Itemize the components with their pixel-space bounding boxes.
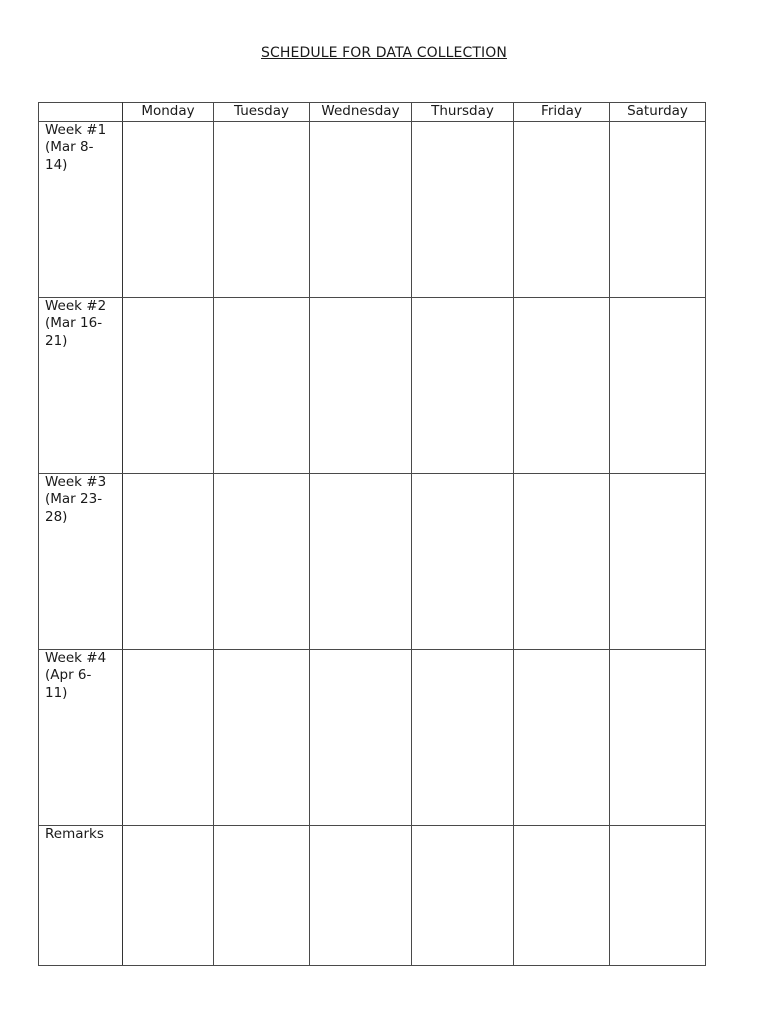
row-label-line: Week #2 — [45, 297, 107, 314]
row-label-line: 21) — [45, 332, 68, 349]
column-header-wednesday: Wednesday — [310, 103, 412, 122]
cell-week-3-saturday[interactable] — [610, 473, 706, 649]
document-title: SCHEDULE FOR DATA COLLECTION — [261, 45, 507, 61]
cell-week-1-saturday[interactable] — [610, 121, 706, 297]
cell-week-4-saturday[interactable] — [610, 649, 706, 825]
cell-week-1-wednesday[interactable] — [310, 121, 412, 297]
column-header-saturday: Saturday — [610, 103, 706, 122]
cell-week-3-friday[interactable] — [514, 473, 610, 649]
cell-remarks-thursday[interactable] — [412, 825, 514, 965]
row-label-line: 14) — [45, 156, 68, 173]
column-header-thursday: Thursday — [412, 103, 514, 122]
cell-week-1-friday[interactable] — [514, 121, 610, 297]
cell-week-2-friday[interactable] — [514, 297, 610, 473]
cell-week-3-monday[interactable] — [123, 473, 214, 649]
cell-week-1-tuesday[interactable] — [214, 121, 310, 297]
cell-week-2-tuesday[interactable] — [214, 297, 310, 473]
cell-week-3-tuesday[interactable] — [214, 473, 310, 649]
cell-week-4-thursday[interactable] — [412, 649, 514, 825]
row-label-line: (Mar 16- — [45, 315, 103, 331]
cell-remarks-saturday[interactable] — [610, 825, 706, 965]
row-label-week-4 — [39, 649, 123, 825]
corner-cell — [39, 103, 123, 122]
cell-week-2-wednesday[interactable] — [310, 297, 412, 473]
column-header-friday: Friday — [514, 103, 610, 122]
row-label-line: (Apr 6- — [45, 667, 92, 683]
row-label-line: (Mar 23- — [45, 491, 103, 507]
column-header-tuesday: Tuesday — [214, 103, 310, 122]
cell-week-4-monday[interactable] — [123, 649, 214, 825]
row-label-week-1 — [39, 121, 123, 297]
cell-week-2-monday[interactable] — [123, 297, 214, 473]
cell-remarks-monday[interactable] — [123, 825, 214, 965]
table-row-week-1 — [39, 121, 706, 297]
cell-remarks-tuesday[interactable] — [214, 825, 310, 965]
header-row — [39, 103, 706, 122]
row-label-week-3 — [39, 473, 123, 649]
row-label-line: (Mar 8- — [45, 139, 94, 155]
row-label-line: 11) — [45, 684, 68, 701]
cell-week-1-monday[interactable] — [123, 121, 214, 297]
cell-remarks-friday[interactable] — [514, 825, 610, 965]
row-label-line: Remarks — [45, 825, 104, 842]
cell-week-3-thursday[interactable] — [412, 473, 514, 649]
cell-week-4-tuesday[interactable] — [214, 649, 310, 825]
table-row-remarks — [39, 825, 706, 965]
schedule-table — [38, 102, 706, 966]
row-label-week-2 — [39, 297, 123, 473]
cell-week-3-wednesday[interactable] — [310, 473, 412, 649]
cell-week-2-saturday[interactable] — [610, 297, 706, 473]
column-header-monday: Monday — [123, 103, 214, 122]
row-label-line: Week #3 — [45, 473, 107, 490]
row-label-line: Week #4 — [45, 649, 107, 666]
row-label-line: 28) — [45, 508, 68, 525]
table-row-week-4 — [39, 649, 706, 825]
table-row-week-3 — [39, 473, 706, 649]
table-row-week-2 — [39, 297, 706, 473]
cell-week-4-friday[interactable] — [514, 649, 610, 825]
cell-week-1-thursday[interactable] — [412, 121, 514, 297]
row-label-remarks — [39, 825, 123, 965]
cell-remarks-wednesday[interactable] — [310, 825, 412, 965]
cell-week-4-wednesday[interactable] — [310, 649, 412, 825]
cell-week-2-thursday[interactable] — [412, 297, 514, 473]
row-label-line: Week #1 — [45, 121, 107, 138]
